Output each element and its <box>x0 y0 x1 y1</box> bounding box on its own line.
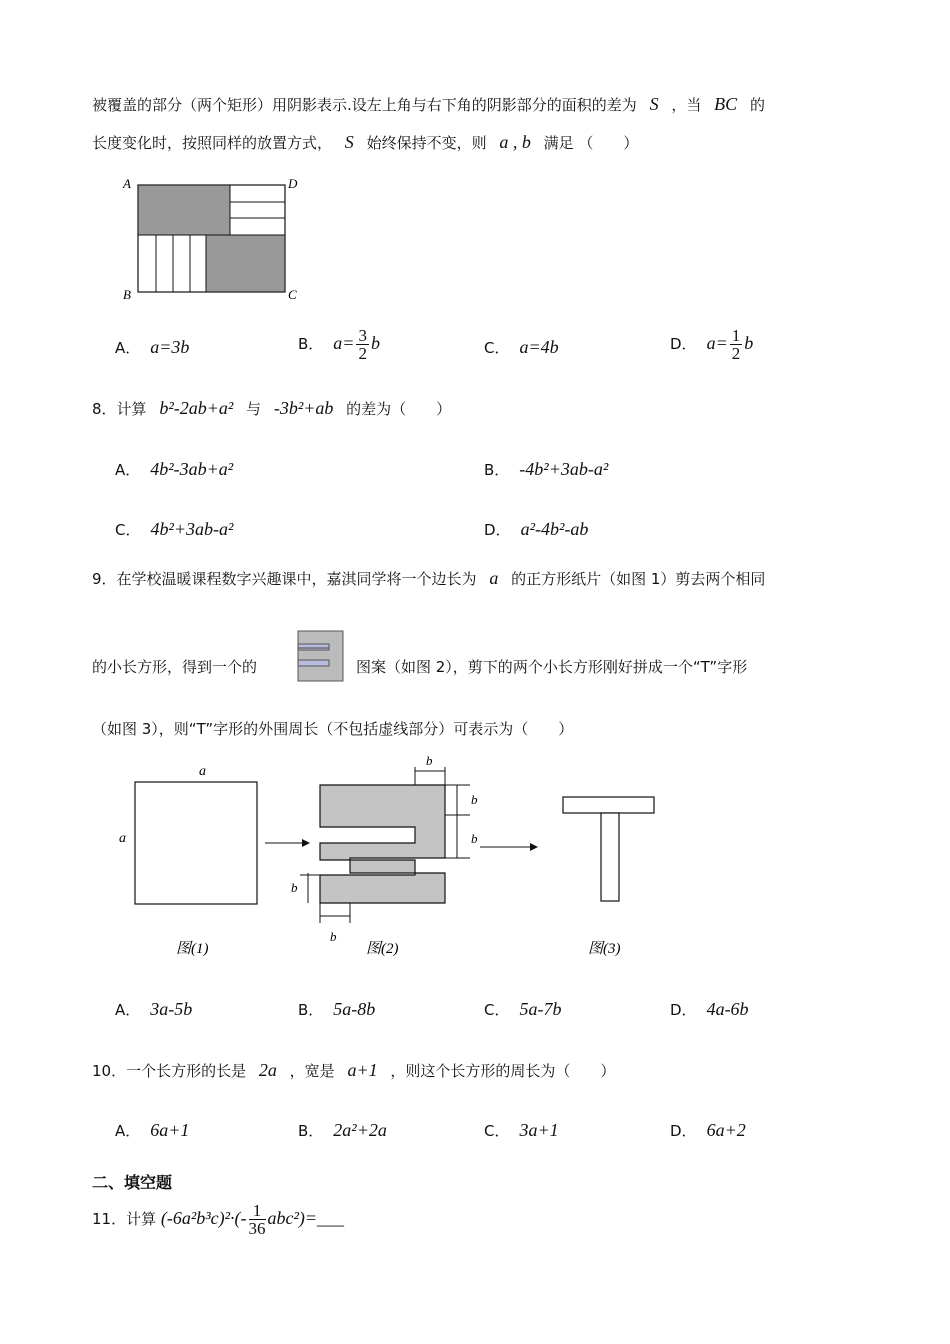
q7-rectangle-figure <box>118 172 308 307</box>
svg-text:b: b <box>426 755 433 768</box>
q8-option-b[interactable]: B． -4b²+3ab-a² <box>484 459 609 479</box>
section-heading-fill-in: 二、填空题 <box>92 1173 173 1192</box>
fig2-caption: 图(2) <box>366 941 399 957</box>
bottom-right-shaded-rect <box>206 235 285 292</box>
svg-text:b: b <box>330 929 337 944</box>
label-D: D <box>288 176 298 191</box>
fig3-t-top <box>563 797 654 813</box>
q10-option-d[interactable]: D． 6a+2 <box>670 1120 746 1140</box>
q7-option-c[interactable]: C． a=4b <box>484 337 559 357</box>
q9-option-b[interactable]: B． 5a-8b <box>298 999 376 1019</box>
svg-text:b: b <box>291 880 298 895</box>
fig3-t-stem <box>601 813 619 901</box>
svg-text:a: a <box>199 764 206 779</box>
q10-stem: 10．一个长方形的长是 2a ，宽是 a+1 ，则这个长方形的周长为（ ） <box>92 1060 616 1080</box>
q7-line2: 长度变化时，按照同样的放置方式， S 始终保持不变，则 a , b 满足 （ ） <box>92 132 639 152</box>
svg-text:b: b <box>471 831 478 846</box>
q10-option-c[interactable]: C． 3a+1 <box>484 1120 559 1140</box>
q8-option-c[interactable]: C． 4b²+3ab-a² <box>115 519 234 539</box>
label-A: A <box>123 176 131 191</box>
q9-inline-shape-icon <box>297 630 345 682</box>
q10-option-a[interactable]: A． 6a+1 <box>115 1120 190 1140</box>
q10-option-b[interactable]: B． 2a²+2a <box>298 1120 387 1140</box>
q11-stem: 11．计算 (-6a²b³c)²·(- $\frac{1}{36}$ abc²)=___ <box>92 1201 345 1238</box>
fig1-caption: 图(1) <box>176 941 209 957</box>
q8-stem: 8．计算 b²-2ab+a² 与 -3b²+ab 的差为（ ） <box>92 398 452 418</box>
fig1-square <box>135 782 257 904</box>
q9-option-d[interactable]: D． 4a-6b <box>670 999 749 1019</box>
q9-option-a[interactable]: A． 3a-5b <box>115 999 193 1019</box>
label-C: C <box>288 287 297 302</box>
q7-line1: 被覆盖的部分（两个矩形）用阴影表示.设左上角与右下角的阴影部分的面积的差为 S ，当 BC 的 <box>92 94 765 114</box>
svg-text:b: b <box>471 792 478 807</box>
q9-line2: 的小长方形，得到一个的 <box>92 658 258 676</box>
svg-text:a: a <box>119 831 126 846</box>
q8-option-a[interactable]: A． 4b²-3ab+a² <box>115 459 234 479</box>
q7-option-a[interactable]: A． a=3b <box>115 337 190 357</box>
top-left-shaded-rect <box>138 185 230 235</box>
q7-option-d[interactable]: D． a= $\frac{1}{2}$ b <box>670 326 754 363</box>
fig2-shape <box>320 785 445 903</box>
label-B: B <box>123 287 131 302</box>
q8-option-d[interactable]: D． a²-4b²-ab <box>484 519 589 539</box>
q9-option-c[interactable]: C． 5a-7b <box>484 999 562 1019</box>
q9-line1: 9．在学校温暖课程数字兴趣课中，嘉淇同学将一个边长为 a 的正方形纸片（如图 1）剪去两个相同 <box>92 568 766 588</box>
q9-line3: （如图 3），则“T”字形的外围周长（不包括虚线部分）可表示为（ ） <box>92 720 574 738</box>
fig3-caption: 图(3) <box>588 941 621 957</box>
q9-line2b: 图案（如图 2），剪下的两个小长方形刚好拼成一个“T”字形 <box>356 658 748 676</box>
q7-option-b[interactable]: B． a= $\frac{3}{2}$ b <box>298 326 380 363</box>
q9-figures <box>110 755 680 965</box>
